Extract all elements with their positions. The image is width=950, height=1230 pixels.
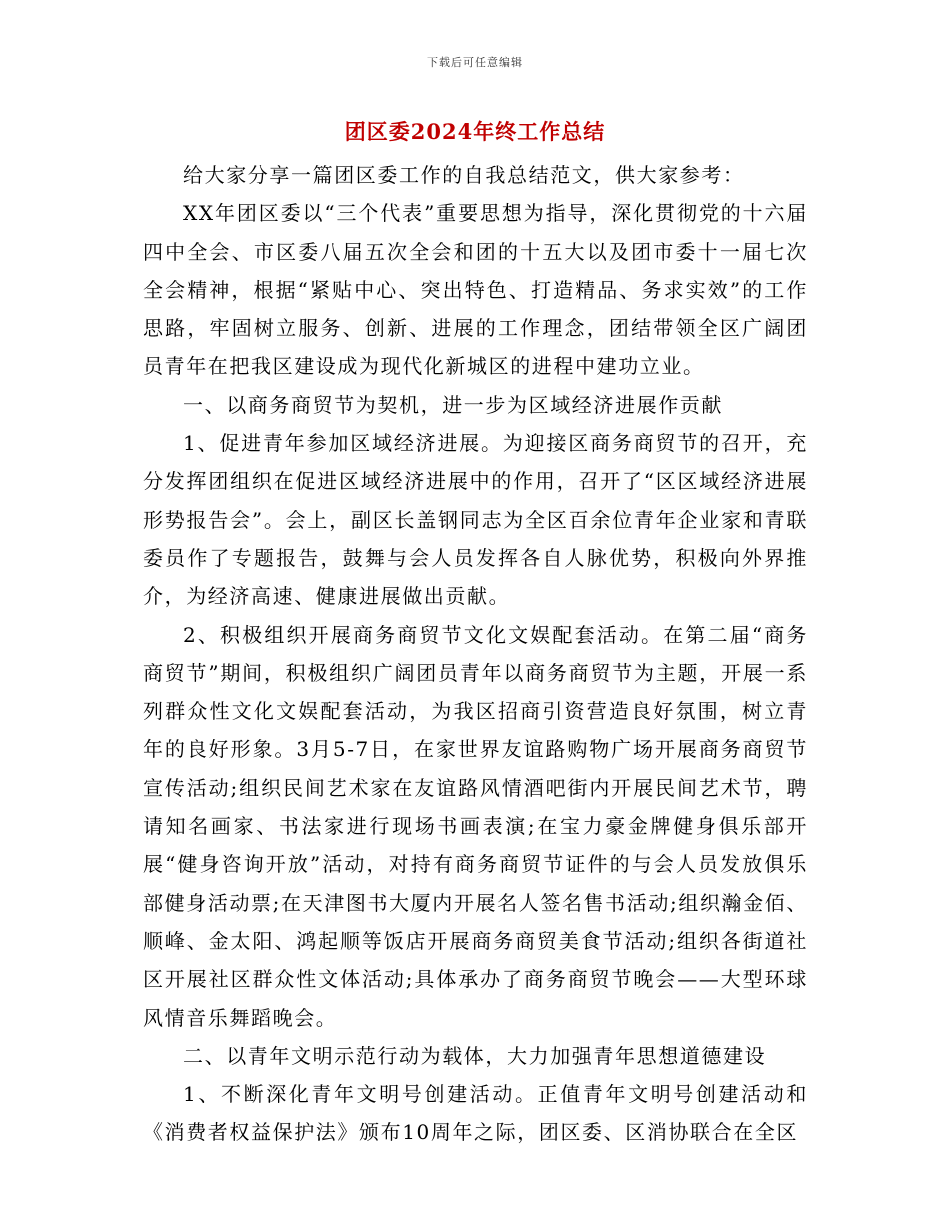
paragraph-1-1: 1、促进青年参加区域经济进展。为迎接区商务商贸节的召开，充分发挥团组织在促进区域经济进展中的作用，召开了“区区域经济进展形势报告会”。会上，副区长盖钢同志为全区百余位青年企业家和青联委员作了专题报告，鼓舞与会人员发挥各自人脉优势，积极向外界推介，为经济高速、健康进展做出贡献。 [143,431,808,609]
page-header-note: 下载后可任意编辑 [427,56,523,69]
paragraph-2-1: 1、不断深化青年文明号创建活动。正值青年文明号创建活动和《消费者权益保护法》颁布10周年之际，团区委、区消协联合在全区 [143,1082,808,1145]
section-heading-2: 二、以青年文明示范行动为载体，大力加强青年思想道德建设 [183,1043,767,1068]
paragraph-overview: XX年团区委以“三个代表”重要思想为指导，深化贯彻党的十六届四中全会、市区委八届五次全会和团的十五大以及团市委十一届七次全会精神，根据“紧贴中心、突出特色、打造精品、务求实效”的工作思路，牢固树立服务、创新、进展的工作理念，团结带领全区广阔团员青年在把我区建设成为现代化新城区的进程中建功立业。 [143,201,808,379]
section-heading-1: 一、以商务商贸节为契机，进一步为区域经济进展作贡献 [183,392,723,417]
paragraph-intro: 给大家分享一篇团区委工作的自我总结范文，供大家参考： [183,163,745,187]
paragraph-1-2: 2、积极组织开展商务商贸节文化文娱配套活动。在第二届“商务商贸节”期间，积极组织广阔团员青年以商务商贸节为主题，开展一系列群众性文化文娱配套活动，为我区招商引资营造良好氛围，树立青年的良好形象。3月5-7日，在家世界友谊路购物广场开展商务商贸节宣传活动;组织民间艺术家在友谊路风情酒吧街内开展民间艺术节，聘请知名画家、书法家进行现场书画表演;在宝力豪金牌健身俱乐部开展“健身咨询开放”活动，对持有商务商贸节证件的与会人员发放俱乐部健身活动票;在天津图书大厦内开展名人签名售书活动;组织瀚金佰、顺峰、金太阳、鸿起顺等饭店开展商务商贸美食节活动;组织各街道社区开展社区群众性文体活动;具体承办了商务商贸节晚会——大型环球风情音乐舞蹈晚会。 [143,622,808,1030]
document-body [143,156,808,1152]
document-title: 团区委2024年终工作总结 [344,119,606,144]
